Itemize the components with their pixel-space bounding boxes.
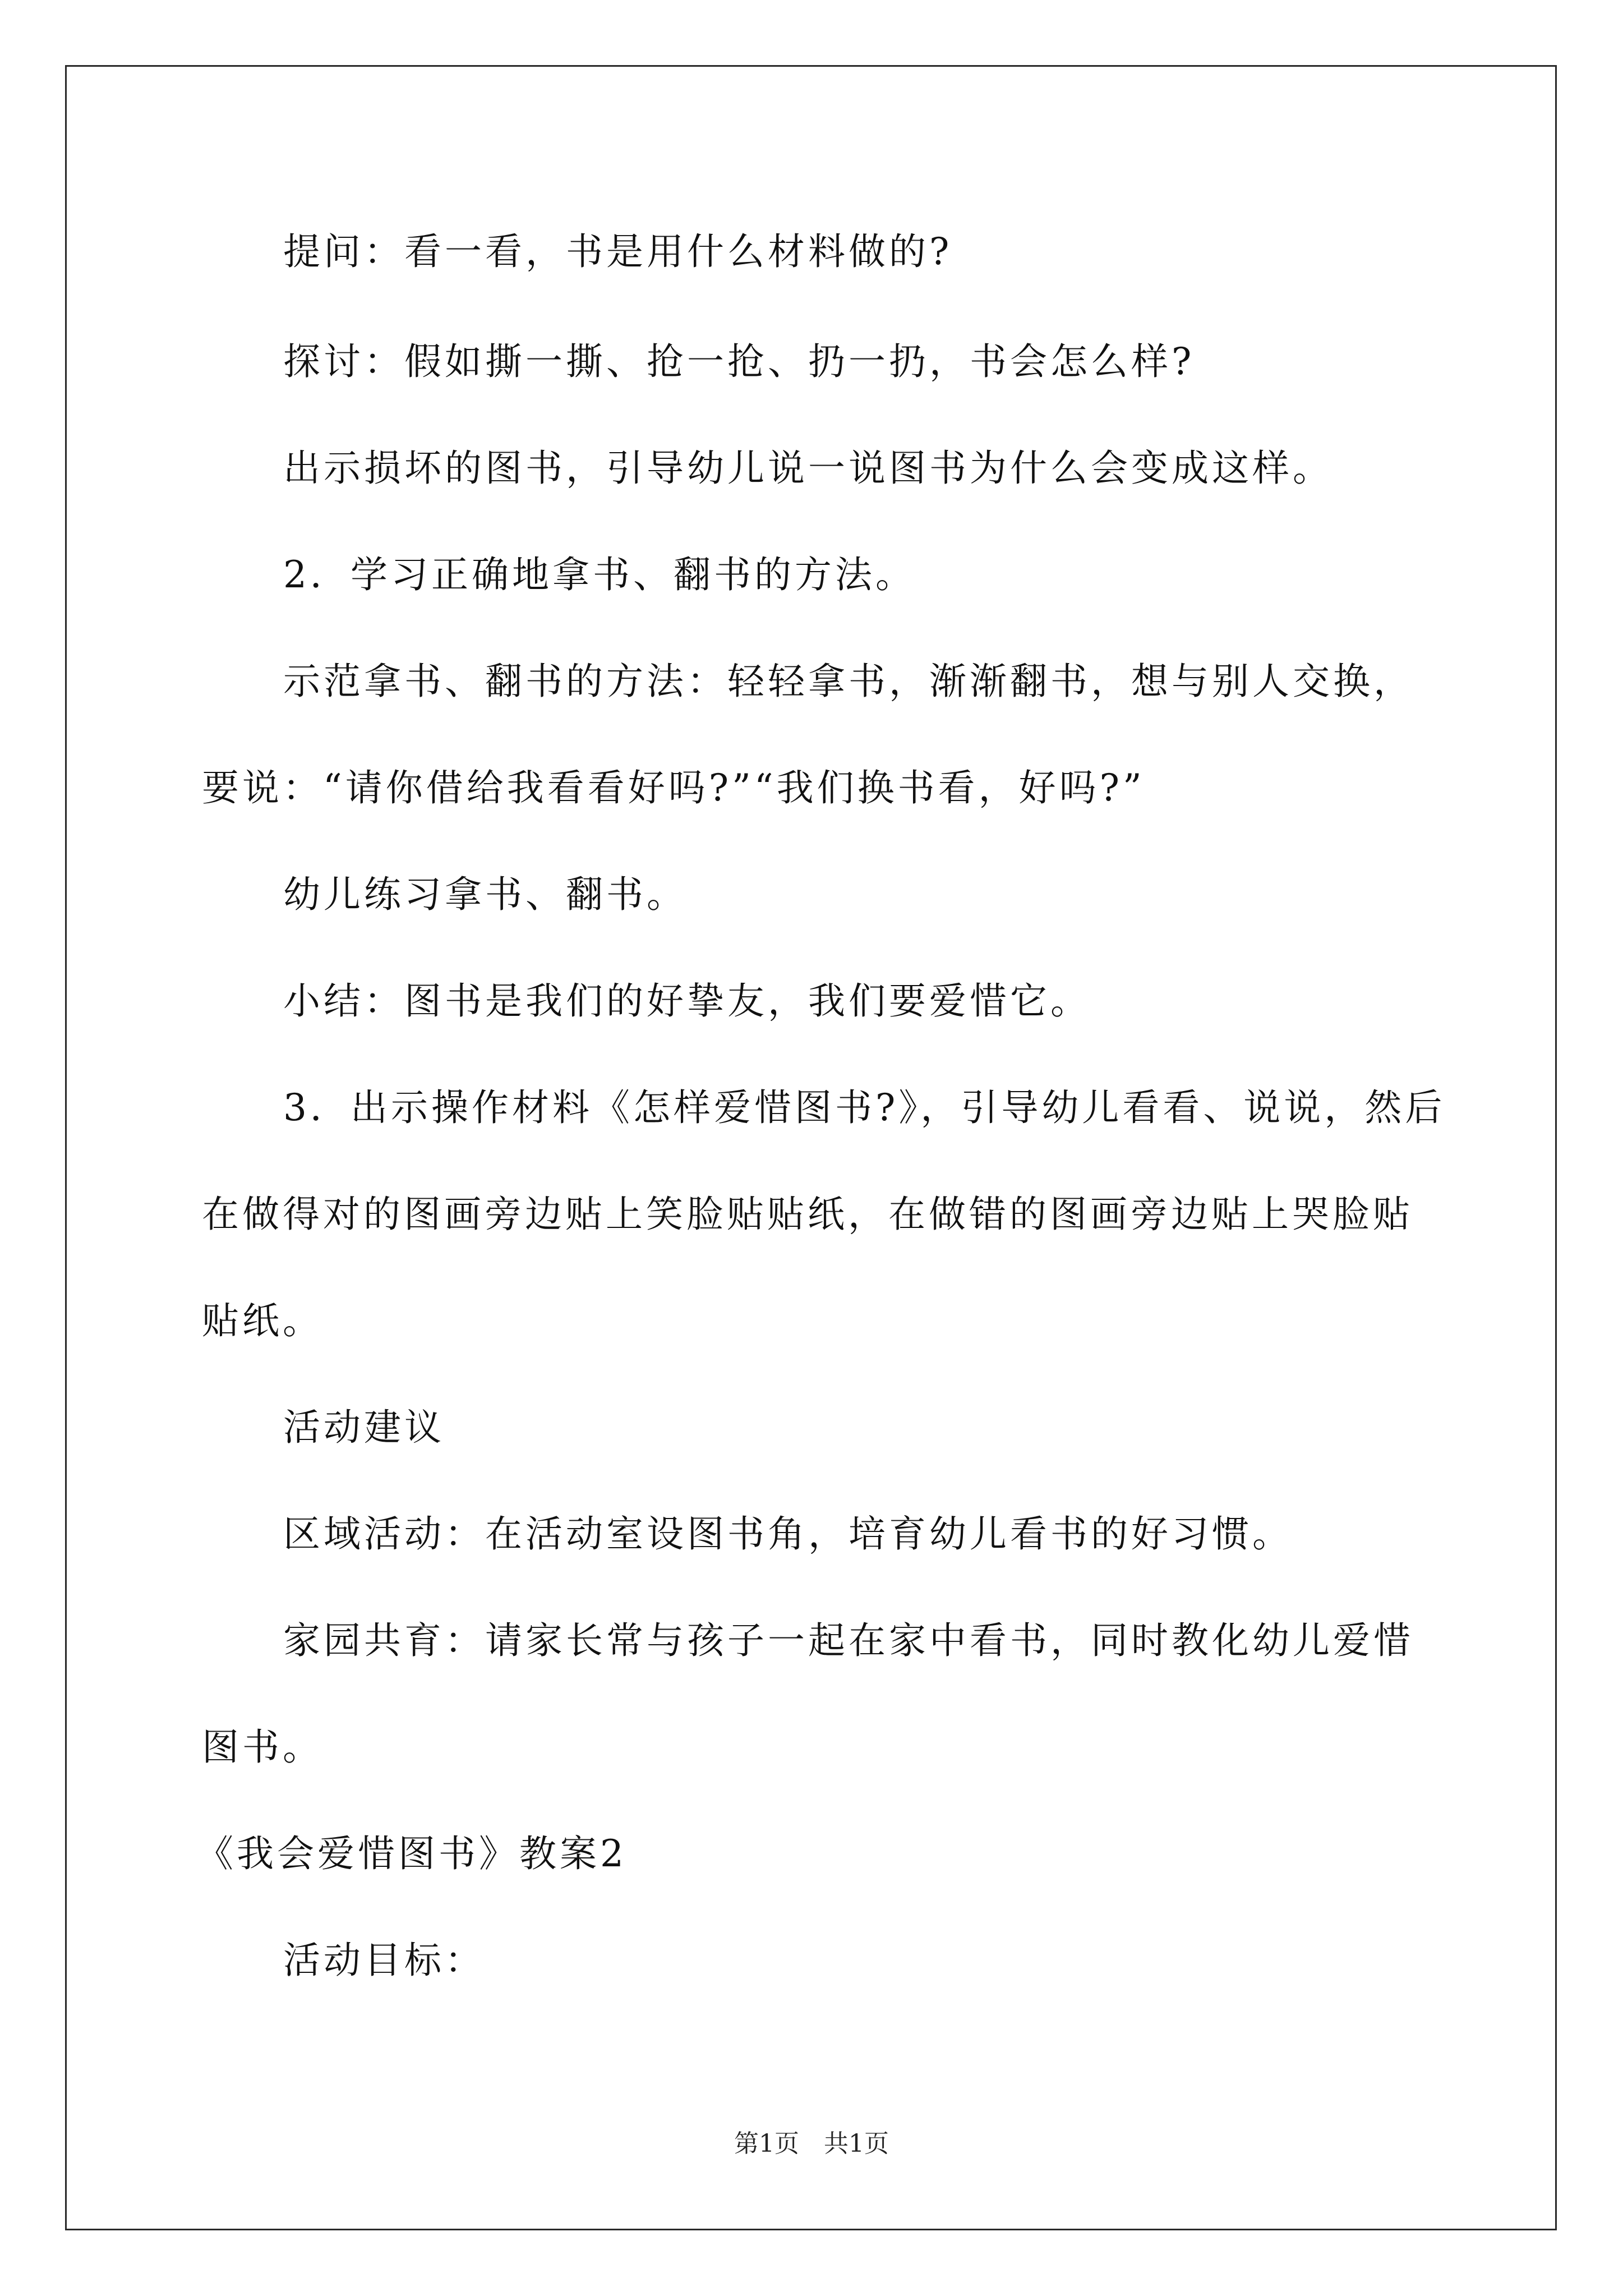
discussion-line: 探讨：假如撕一撕、抢一抢、扔一扔，书会怎么样? bbox=[283, 340, 1195, 383]
practice-line: 幼儿练习拿书、翻书。 bbox=[283, 873, 687, 916]
question-line: 提问：看一看，书是用什么材料做的? bbox=[283, 230, 953, 273]
step-3-continuation-line: 在做得对的图画旁边贴上笑脸贴贴纸，在做错的图画旁边贴上哭脸贴 bbox=[202, 1193, 1413, 1236]
activity-suggestions-heading: 活动建议 bbox=[283, 1406, 445, 1449]
step-3-line: 3．出示操作材料《怎样爱惜图书?》，引导幼儿看看、说说，然后 bbox=[283, 1086, 1446, 1129]
demonstration-line: 示范拿书、翻书的方法：轻轻拿书，渐渐翻书，想与别人交换， bbox=[283, 660, 1414, 703]
area-activity-line: 区域活动：在活动室设图书角，培育幼儿看书的好习惯。 bbox=[283, 1512, 1293, 1556]
page-number: 第1页 共1页 bbox=[734, 2129, 889, 2158]
home-school-end-line: 图书。 bbox=[202, 1726, 323, 1769]
page-border bbox=[65, 65, 1557, 2230]
lesson-plan-2-title: 《我会爱惜图书》教案2 bbox=[196, 1832, 627, 1875]
home-school-line: 家园共育：请家长常与孩子一起在家中看书，同时教化幼儿爱惜 bbox=[283, 1619, 1414, 1662]
step-3-end-line: 贴纸。 bbox=[202, 1299, 323, 1342]
dialogue-line: 要说：“请你借给我看看好吗?”“我们换书看，好吗?” bbox=[202, 766, 1145, 809]
summary-line: 小结：图书是我们的好挚友，我们要爱惜它。 bbox=[283, 979, 1091, 1023]
damaged-books-line: 出示损坏的图书，引导幼儿说一说图书为什么会变成这样。 bbox=[283, 447, 1333, 490]
step-2-line: 2．学习正确地拿书、翻书的方法。 bbox=[283, 553, 916, 596]
activity-goals-heading: 活动目标： bbox=[283, 1939, 485, 1982]
